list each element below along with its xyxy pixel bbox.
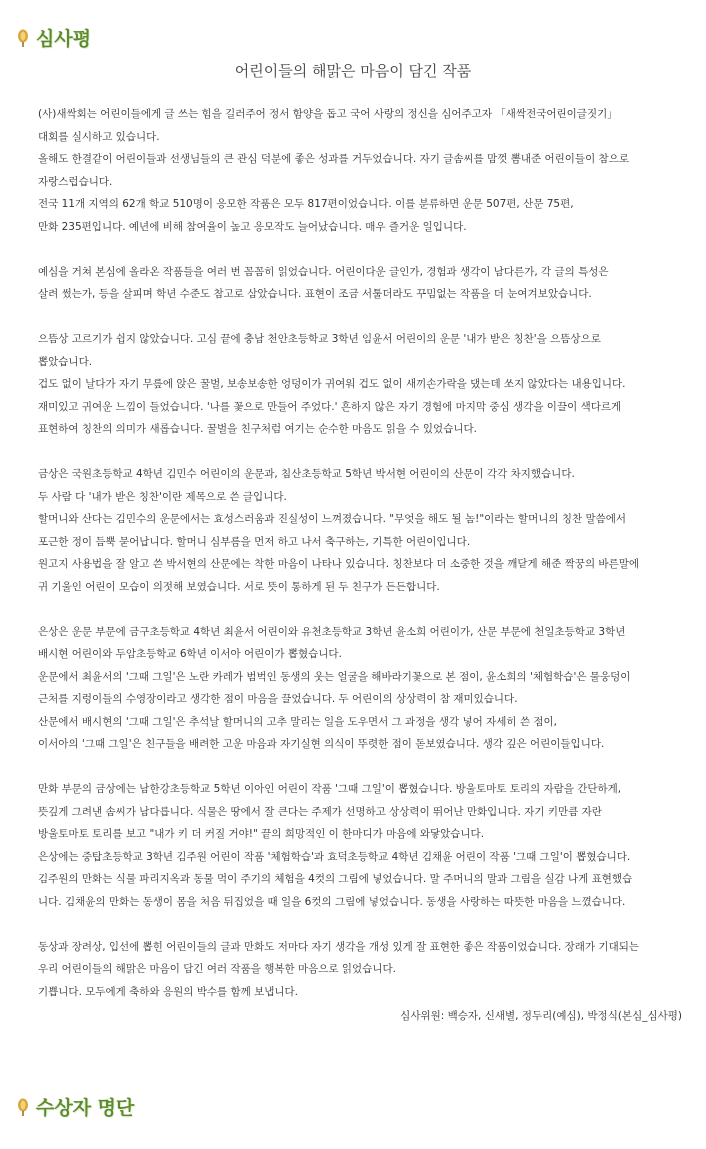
text-line: 두 사람 다 '내가 받은 칭찬'이란 제목으로 쓴 글입니다.	[38, 490, 287, 503]
text-line: 운문에서 최윤서의 '그때 그일'은 노란 카레가 범벅인 동생의 웃는 얼굴을 해바라기꽃으로 본 점이, 윤소희의 '체험학습'은 물웅덩이	[38, 670, 631, 683]
text-line: 만화 부문의 금상에는 남한강초등학교 5학년 이아인 어린이 작품 '그때 그일'이 뽑혔습니다. 방울토마토 토리의 자람을 간단하게,	[38, 783, 622, 795]
text-line: 동상과 장려상, 입선에 뽑힌 어린이들의 글과 만화도 저마다 자기 생각을 개성 있게 잘 표현한 좋은 작품이었습니다. 장래가 기대되는	[38, 940, 639, 953]
section-title: 수상자 명단	[36, 1097, 135, 1119]
text-line: 표현하여 칭찬의 의미가 새롭습니다. 꿀벌을 친구처럼 여기는 순수한 마음도 읽을 수 있었습니다.	[38, 423, 477, 435]
judges-signature: 심사위원: 백승자, 신새별, 정두리(예심), 박정식(본심_심사평)	[400, 1010, 682, 1022]
review-body	[38, 103, 698, 1003]
text-line: 김주원의 만화는 식물 파리지옥과 동물 먹이 주기의 체험을 4컷의 그림에 넣었습니다. 말 주머니의 말과 그림을 실감 나게 표현했습	[38, 873, 633, 885]
text-line: 뽑았습니다.	[38, 355, 93, 368]
text-line: 할머니와 산다는 김민수의 운문에서는 효성스러움과 진실성이 느껴졌습니다. "무엇을 해도 될 놈!"이라는 할머니의 칭찬 말씀에서	[38, 513, 627, 525]
text-line: 전국 11개 지역의 62개 학교 510명이 응모한 작품은 모두 817편이었습니다. 이를 분류하면 운문 507편, 산문 75편,	[38, 198, 574, 210]
text-line: 기쁩니다. 모두에게 축하와 응원의 박수를 함께 보냅니다.	[38, 985, 298, 998]
paragraph-gap	[38, 598, 698, 621]
text-line: 은상에는 중탑초등학교 3학년 김주원 어린이 작품 '체험학습'과 효덕초등학교 4학년 김채윤 어린이 작품 '그때 그일'이 뽑혔습니다.	[38, 850, 631, 863]
text-line: 재미있고 귀여운 느낌이 들었습니다. '나를 꽃으로 만들어 주었다.' 흔하지 않은 자기 경험에 마지막 중심 생각을 이끌이 색다르게	[38, 400, 622, 413]
paragraph	[38, 463, 698, 598]
text-line: 만화 235편입니다. 예년에 비해 참여율이 높고 응모작도 늘어났습니다. 매우 즐거운 일입니다.	[38, 220, 467, 233]
text-line: 니다. 김채윤의 만화는 동생이 몸을 처음 뒤집었을 때 일을 6컷의 그림에 넣었습니다. 동생을 사랑하는 따뜻한 마음을 느꼈습니다.	[38, 895, 626, 908]
text-line: 겁도 없이 날다가 자기 무릎에 앉은 꿀벌, 보송보송한 엉덩이가 귀여워 겁도 없이 새끼손가락을 댔는데 쏘지 않았다는 내용입니다.	[38, 378, 626, 390]
section-header-review	[16, 24, 91, 51]
text-line: 대회를 실시하고 있습니다.	[38, 130, 160, 143]
paragraph	[38, 621, 698, 756]
document-title: 어린이들의 해맑은 마음이 담긴 작품	[234, 62, 472, 80]
text-line: 살려 썼는가, 등을 살피며 학년 수준도 참고로 삼았습니다. 표현이 조금 서툴더라도 꾸밈없는 작품을 더 눈여겨보았습니다.	[38, 288, 592, 300]
text-line: 우리 어린이들의 해맑은 마음이 담긴 여러 작품을 행복한 마음으로 읽었습니다.	[38, 963, 396, 975]
paragraph	[38, 778, 698, 913]
paragraph-gap	[38, 913, 698, 936]
text-line: 자랑스럽습니다.	[38, 175, 113, 188]
section-header-winners	[16, 1093, 134, 1120]
leaf-icon	[16, 29, 30, 47]
paragraph-gap	[38, 238, 698, 261]
text-line: 예심을 거쳐 본심에 올라온 작품들을 여러 번 꼼꼼히 읽었습니다. 어린이다운 글인가, 경험과 생각이 남다른가, 각 글의 특성은	[38, 265, 609, 278]
paragraph-gap	[38, 306, 698, 329]
text-line: 원고지 사용법을 잘 알고 쓴 박서현의 산문에는 착한 마음이 나타나 있습니다. 칭찬보다 더 소중한 것을 깨닫게 해준 짝꿍의 바른말에	[38, 558, 639, 570]
text-line: 포근한 정이 듬뿍 묻어납니다. 할머니 심부름을 먼저 하고 나서 축구하는, 기특한 어린이입니다.	[38, 535, 471, 548]
paragraph	[38, 261, 698, 306]
text-line: 귀 기울인 어린이 모습이 의젓해 보였습니다. 서로 뜻이 통하게 된 두 친구가 든든합니다.	[38, 580, 440, 593]
text-line: 뜻깊게 그려낸 솜씨가 남다릅니다. 식물은 땅에서 잘 큰다는 주제가 선명하고 상상력이 뛰어난 만화입니다. 자기 키만큼 자란	[38, 805, 602, 818]
leaf-icon	[16, 1098, 30, 1116]
text-line: 은상은 운문 부문에 금구초등학교 4학년 최윤서 어린이와 유천초등학교 3학년 윤소희 어린이가, 산문 부문에 천일초등학교 3학년	[38, 625, 626, 638]
text-line: 방울토마토 토리를 보고 "내가 키 더 커질 거야!" 끝의 희망적인 이 한마디가 마음에 와닿았습니다.	[38, 828, 485, 840]
text-line: 금상은 국원초등학교 4학년 김민수 어린이의 운문과, 침산초등학교 5학년 박서현 어린이의 산문이 각각 차지했습니다.	[38, 468, 575, 480]
text-line: 올해도 한결같이 어린이들과 선생님들의 큰 관심 덕분에 좋은 성과를 거두었습니다. 자기 글솜씨를 맘껏 뽐내준 어린이들이 참으로	[38, 153, 629, 165]
paragraph-gap	[38, 756, 698, 779]
paragraph	[38, 328, 698, 441]
text-line: (사)새싹회는 어린이들에게 글 쓰는 힘을 길러주어 정서 함양을 돕고 국어 사랑의 정신을 심어주고자 「새싹전국어린이글짓기」	[38, 108, 618, 120]
paragraph-gap	[38, 441, 698, 464]
paragraph	[38, 936, 698, 1004]
text-line: 산문에서 배시현의 '그때 그일'은 추석날 할머니의 고추 말리는 일을 도우면서 그 과정을 생각 넣어 자세히 쓴 점이,	[38, 715, 557, 728]
text-line: 배시현 어린이와 두암초등학교 6학년 이서아 어린이가 뽑혔습니다.	[38, 648, 342, 660]
text-line: 근처를 지렁이들의 수영장이라고 생각한 점이 마음을 끌었습니다. 두 어린이의 상상력이 참 재미있습니다.	[38, 693, 518, 705]
text-line: 이서아의 '그때 그일'은 친구들을 배려한 고운 마음과 자기실현 의식이 뚜렷한 점이 돋보였습니다. 생각 깊은 어린이들입니다.	[38, 738, 605, 750]
text-line: 으뜸상 고르기가 쉽지 않았습니다. 고심 끝에 충남 천안초등학교 3학년 임윤서 어린이의 운문 '내가 받은 칭찬'을 으뜸상으로	[38, 333, 601, 345]
paragraph	[38, 103, 698, 238]
section-title: 심사평	[36, 28, 92, 50]
